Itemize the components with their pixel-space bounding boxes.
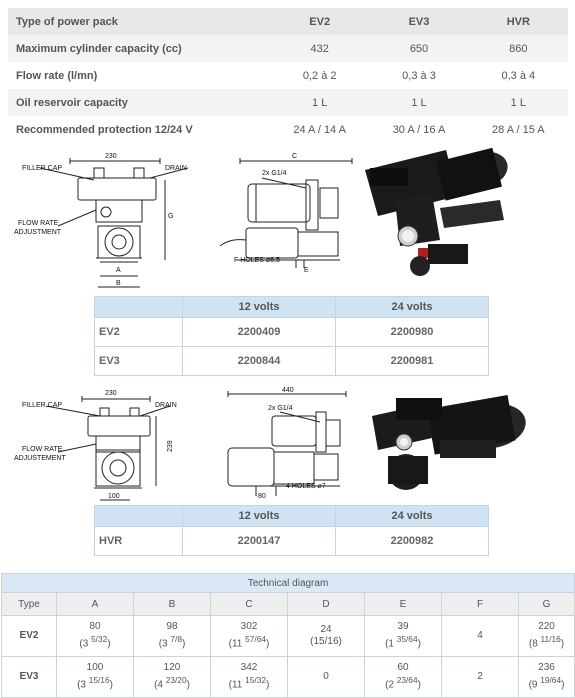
value-mm: 236: [538, 662, 555, 674]
volts-12v-ref: 2200147: [183, 527, 336, 556]
value-inch-whole: (3: [77, 679, 89, 691]
tech-caption-row: [2, 574, 575, 593]
value-close: ): [109, 679, 113, 691]
value-mm: 302: [240, 621, 258, 633]
spec-header-row: [8, 8, 568, 35]
value-inch-whole: (1: [385, 638, 397, 650]
value-inch-whole: (11: [228, 638, 246, 650]
volts-type: HVR: [95, 527, 183, 556]
value-close: ): [561, 679, 565, 691]
tech-cell-g: [519, 616, 575, 657]
filler-cap-label: FILLER CAP: [22, 402, 63, 409]
tech-header-g: G: [519, 593, 575, 616]
tech-cell-a: [57, 657, 134, 698]
tech-row: [2, 616, 575, 657]
volts-12v-ref: 2200844: [183, 347, 336, 376]
spec-cell: 1 L: [369, 89, 468, 116]
holes-label: F HOLES ⌀6,5: [234, 257, 280, 264]
volts-type: EV2: [95, 318, 183, 347]
volts-table-ev: [94, 296, 489, 376]
value-mm: 39: [397, 621, 409, 633]
technical-diagram-table: [1, 573, 575, 698]
value-inch-fraction: 23/64: [396, 675, 418, 686]
value-inch-whole: (2: [385, 679, 397, 691]
dim-base-label: 100: [108, 493, 120, 500]
value-inch-whole: (3: [79, 638, 92, 650]
front-view: [40, 158, 188, 287]
volts-type: EV3: [95, 347, 183, 376]
value-inch-fraction: 15/16: [88, 675, 110, 686]
front-view-hvr: [46, 396, 170, 500]
flow-rate-label-2: ADJUSTEMENT: [14, 455, 66, 462]
technical-drawing-ev: [0, 148, 575, 296]
volts-header-row: [95, 506, 489, 527]
value-mm: 342: [240, 662, 258, 674]
value-inch-whole: (3: [158, 638, 171, 650]
spec-header-ev3: EV3: [369, 8, 468, 35]
value-close: ): [186, 679, 190, 691]
tech-header-e: E: [365, 593, 442, 616]
tech-cell-a: [57, 616, 134, 657]
tech-cell-c: [211, 616, 288, 657]
dim-length-label: 440: [282, 387, 294, 394]
value-inch-fraction: 19/64: [540, 675, 562, 686]
volts-24v-ref: 2200981: [336, 347, 489, 376]
dim-height-label: 239: [167, 440, 174, 452]
tech-cell-b: [134, 616, 211, 657]
value-inch-fraction: 15/32: [245, 675, 266, 686]
spec-cell: 1 L: [270, 89, 369, 116]
flow-rate-label-1: FLOW RATE: [22, 446, 63, 453]
spec-cell: 650: [369, 35, 468, 62]
value-inch-whole: (11: [228, 679, 246, 691]
tech-header-a: A: [57, 593, 134, 616]
value-close: ): [417, 679, 421, 691]
value-mm: 220: [538, 621, 555, 633]
value-mm: 60: [397, 662, 409, 674]
spec-row: [8, 89, 568, 116]
dim-offset-label: 80: [258, 493, 266, 500]
dim-e-label: E: [304, 267, 309, 274]
dim-g-label: G: [168, 213, 174, 220]
volts-header-12v: 12 volts: [183, 506, 336, 527]
spec-cell: 0,3 à 4: [469, 62, 568, 89]
volts-24v-ref: 2200982: [336, 527, 489, 556]
value-mm: 0: [323, 671, 329, 682]
spec-cell: 28 A / 15 A: [469, 116, 568, 143]
tech-type: EV3: [2, 657, 57, 698]
drain-label: DRAIN: [165, 165, 187, 172]
tech-row: [2, 657, 575, 698]
tech-header-b: B: [134, 593, 211, 616]
spec-header-type: Type of power pack: [8, 8, 270, 35]
spec-row: [8, 116, 568, 143]
value-inch-fraction: 35/64: [396, 634, 418, 645]
value-mm: 100: [86, 662, 104, 674]
value-inch-whole: (9: [528, 679, 541, 691]
value-close: ): [560, 638, 565, 650]
tech-header-row: [2, 593, 575, 616]
value-mm: 98: [166, 621, 178, 633]
tech-cell-f: 2: [442, 657, 519, 698]
dim-a-label: A: [116, 267, 121, 274]
spec-row-label: Maximum cylinder capacity (cc): [8, 35, 270, 62]
volts-table-hvr: [94, 505, 489, 556]
spec-cell: 432: [270, 35, 369, 62]
dim-c-label: C: [292, 153, 298, 160]
spec-row-label: Oil reservoir capacity: [8, 89, 270, 116]
volts-row: [95, 318, 489, 347]
spec-cell: 1 L: [469, 89, 568, 116]
tech-cell-d: [288, 616, 365, 657]
volts-header-24v: 24 volts: [336, 297, 489, 318]
value-inch-whole: (8: [528, 638, 541, 650]
value-close: ): [107, 638, 111, 650]
value-inch-whole: (4: [154, 679, 166, 691]
value-close: ): [266, 679, 270, 691]
tech-cell-e: [365, 616, 442, 657]
spec-header-hvr: HVR: [469, 8, 568, 35]
holes-label: 4 HOLES ⌀7: [286, 483, 326, 490]
product-photo-ev: [365, 148, 512, 276]
tech-cell-g: [519, 657, 575, 698]
product-photo-hvr: [372, 395, 529, 490]
spec-cell: 30 A / 16 A: [369, 116, 468, 143]
ports-label: 2x G1/4: [268, 405, 293, 412]
filler-cap-label: FILLER CAP: [22, 165, 63, 172]
volts-row: [95, 347, 489, 376]
flow-rate-label-2: ADJUSTMENT: [14, 229, 62, 236]
spec-row-label: Flow rate (l/mn): [8, 62, 270, 89]
volts-header-type: [95, 506, 183, 527]
volts-12v-ref: 2200409: [183, 318, 336, 347]
technical-drawing-hvr: [0, 382, 575, 504]
volts-24v-ref: 2200980: [336, 318, 489, 347]
flow-rate-label-1: FLOW RATE: [18, 220, 59, 227]
dim-width-label: 230: [105, 390, 117, 397]
volts-header-type: [95, 297, 183, 318]
tech-header-c: C: [211, 593, 288, 616]
tech-header-type: Type: [2, 593, 57, 616]
spec-cell: 0,3 à 3: [369, 62, 468, 89]
volts-header-12v: 12 volts: [183, 297, 336, 318]
value-close: ): [266, 638, 270, 650]
volts-header-24v: 24 volts: [336, 506, 489, 527]
value-inch-fraction: 11/16: [540, 634, 561, 645]
drain-label: DRAIN: [155, 402, 177, 409]
value-mm: 80: [89, 621, 101, 633]
tech-header-f: F: [442, 593, 519, 616]
value-inch-fraction: 7/8: [170, 634, 182, 645]
spec-cell: 860: [469, 35, 568, 62]
spec-row: [8, 35, 568, 62]
spec-header-ev2: EV2: [270, 8, 369, 35]
value-mm: 24: [320, 624, 332, 635]
dim-width-label: 230: [105, 153, 117, 160]
value-inch-whole: (15/16): [310, 636, 342, 647]
value-inch-fraction: 23/20: [165, 675, 187, 686]
spec-row-label: Recommended protection 12/24 V: [8, 116, 270, 143]
spec-table: [8, 8, 568, 143]
tech-type: EV2: [2, 616, 57, 657]
value-inch-fraction: 57/64: [245, 634, 266, 645]
value-inch-fraction: 5/32: [91, 634, 108, 645]
volts-header-row: [95, 297, 489, 318]
tech-cell-f: 4: [442, 616, 519, 657]
spec-cell: 24 A / 14 A: [270, 116, 369, 143]
dim-b-label: B: [116, 280, 121, 287]
spec-row: [8, 62, 568, 89]
value-close: ): [417, 638, 421, 650]
tech-caption: Technical diagram: [2, 574, 575, 593]
tech-header-d: D: [288, 593, 365, 616]
spec-cell: 0,2 à 2: [270, 62, 369, 89]
value-mm: 120: [163, 662, 181, 674]
tech-cell-b: [134, 657, 211, 698]
volts-row: [95, 527, 489, 556]
tech-cell-e: [365, 657, 442, 698]
ports-label: 2x G1/4: [262, 170, 287, 177]
tech-cell-c: [211, 657, 288, 698]
value-close: ): [181, 638, 186, 650]
tech-cell-d: [288, 657, 365, 698]
